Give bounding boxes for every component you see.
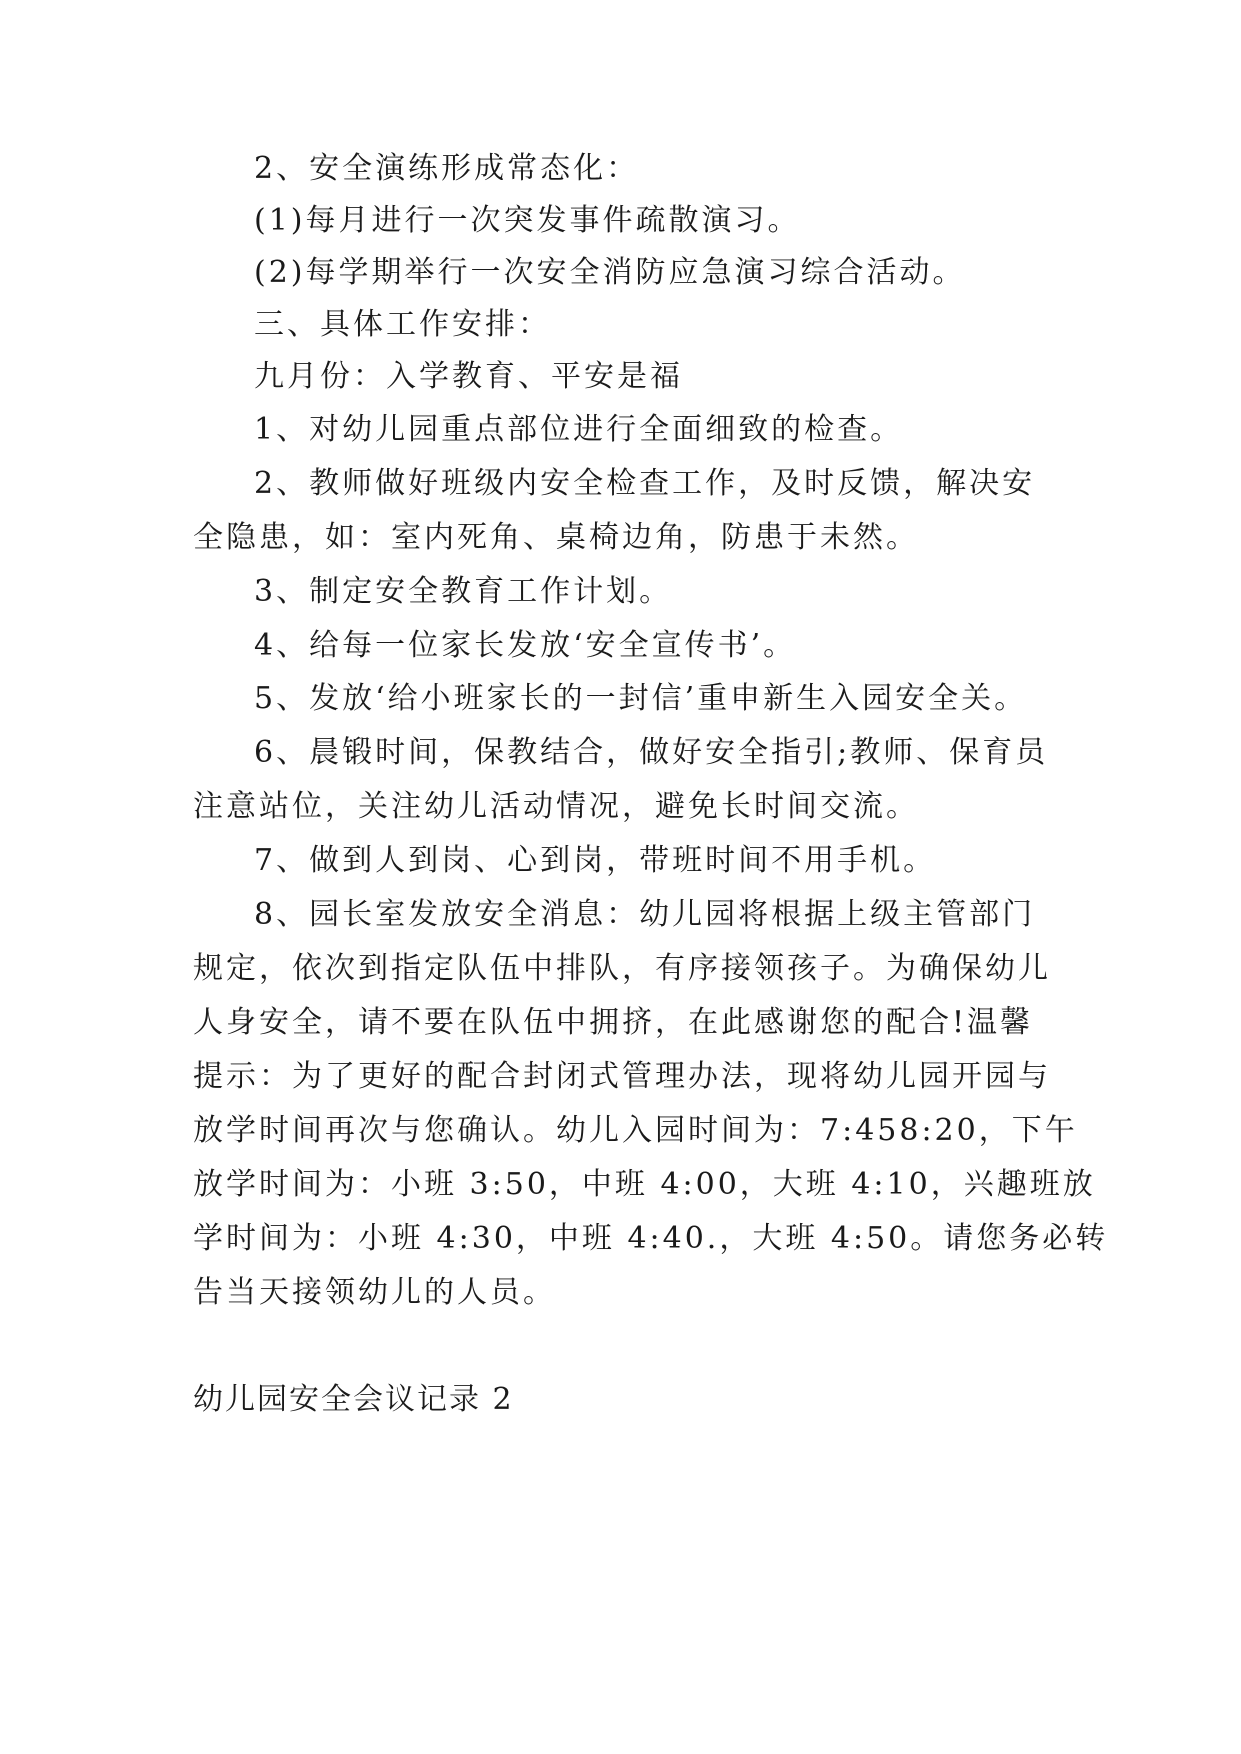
text-line: 九月份：入学教育、平安是福 — [254, 359, 683, 394]
text-line: 4、给每一位家长发放‘安全宣传书’。 — [254, 628, 797, 663]
text-line: 规定，依次到指定队伍中排队，有序接领孩子。为确保幼儿 — [193, 951, 1051, 986]
text-line: 告当天接领幼儿的人员。 — [193, 1275, 556, 1310]
section-title: 幼儿园安全会议记录 2 — [193, 1382, 514, 1417]
text-line: 注意站位，关注幼儿活动情况，避免长时间交流。 — [193, 789, 919, 824]
text-line: 5、发放‘给小班家长的一封信’重申新生入园安全关。 — [254, 681, 1028, 716]
text-line: 8、园长室发放安全消息：幼儿园将根据上级主管部门 — [254, 897, 1036, 932]
text-line: 人身安全，请不要在队伍中拥挤，在此感谢您的配合!温馨 — [193, 1005, 1034, 1040]
text-line: (2)每学期举行一次安全消防应急演习综合活动。 — [254, 255, 966, 290]
text-line: 放学时间为：小班 3:50，中班 4:00，大班 4:10，兴趣班放 — [193, 1167, 1096, 1202]
text-line: 放学时间再次与您确认。幼儿入园时间为：7:458:20，下午 — [193, 1113, 1078, 1148]
text-line: 1、对幼儿园重点部位进行全面细致的检查。 — [254, 412, 904, 447]
text-line: 2、教师做好班级内安全检查工作，及时反馈，解决安 — [254, 466, 1036, 501]
text-line: 7、做到人到岗、心到岗，带班时间不用手机。 — [254, 843, 937, 878]
text-line: 3、制定安全教育工作计划。 — [254, 574, 673, 609]
text-line: 2、安全演练形成常态化： — [254, 151, 640, 186]
text-line: 学时间为：小班 4:30，中班 4:40.，大班 4:50。请您务必转 — [193, 1221, 1109, 1256]
text-line: 提示：为了更好的配合封闭式管理办法，现将幼儿园开园与 — [193, 1059, 1051, 1094]
text-line: (1)每月进行一次突发事件疏散演习。 — [254, 203, 801, 238]
text-line: 6、晨锻时间，保教结合，做好安全指引;教师、保育员 — [254, 735, 1049, 770]
text-line: 三、具体工作安排： — [254, 307, 551, 342]
text-line: 全隐患，如：室内死角、桌椅边角，防患于未然。 — [193, 520, 919, 555]
